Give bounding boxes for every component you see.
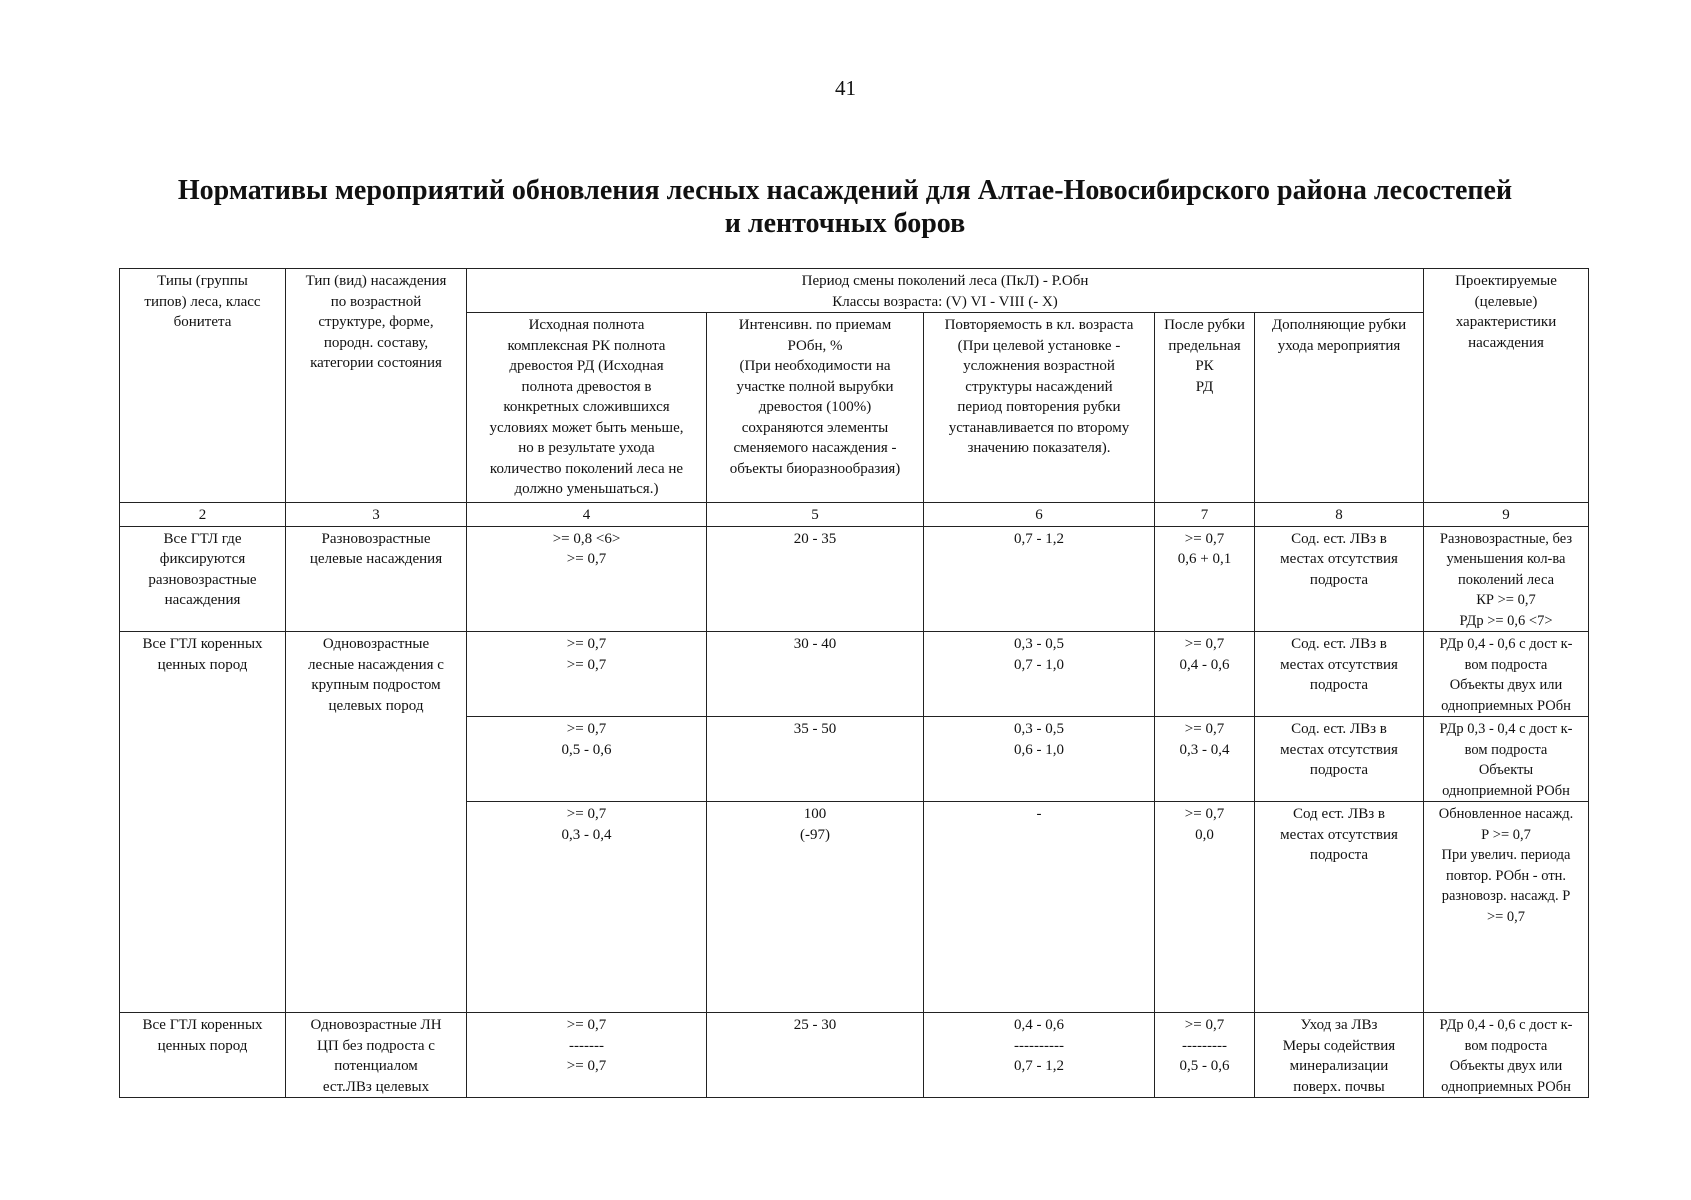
cell-repeatability xyxy=(924,526,1155,632)
cell-line: вом подроста xyxy=(1464,1037,1548,1054)
cell-line: ест.ЛВз целевых xyxy=(322,1078,430,1095)
column-number: 7 xyxy=(1155,503,1255,527)
cell-line: РОбн, % xyxy=(787,337,843,354)
cell-line: >= 0,7 xyxy=(566,1058,607,1074)
cell-line: породн. составу, xyxy=(323,334,429,351)
cell-line: 0,6 + 0,1 xyxy=(1177,551,1232,567)
cell-line: Все ГТЛ коренных xyxy=(142,1017,263,1033)
cell-line: ценных пород xyxy=(157,1037,248,1054)
cell-line: местах отсутствия xyxy=(1280,741,1398,758)
cell-line: должно уменьшаться.) xyxy=(514,481,659,497)
cell-line: >= 0,7 xyxy=(566,656,607,673)
cell-line: Тип (вид) насаждения xyxy=(305,273,447,289)
cell-line: КР >= 0,7 xyxy=(1476,592,1536,608)
cell-line: После рубки xyxy=(1164,317,1245,333)
cell-line: бонитета xyxy=(173,314,232,330)
cell-additional-measures xyxy=(1255,802,1424,1013)
cell-line: Дополняющие рубки xyxy=(1271,317,1407,333)
cell-line: >= 0,7 xyxy=(566,721,607,737)
cell-line: подроста xyxy=(1309,762,1369,778)
cell-after-felling xyxy=(1155,526,1255,632)
cell-line: 0,7 - 1,2 xyxy=(1014,530,1064,547)
cell-line: Объекты двух или xyxy=(1449,677,1563,693)
cell-line: насаждения xyxy=(1468,334,1544,351)
column-number: 6 xyxy=(924,503,1155,527)
cell-line: >= 0,7 xyxy=(1184,1017,1225,1033)
cell-line: сохраняются элементы xyxy=(741,419,889,436)
cell-line: 0,5 - 0,6 xyxy=(561,741,612,758)
cell-line: участке полной вырубки xyxy=(736,378,894,395)
cell-line: древостоя РД (Исходная xyxy=(509,358,664,374)
cell-line: >= 0,7 xyxy=(566,806,607,822)
cell-line: Интенсивн. по приемам xyxy=(738,317,892,333)
cell-line: местах отсутствия xyxy=(1280,551,1398,567)
cell-line: усложнения возрастной xyxy=(963,358,1115,374)
header-forest-type xyxy=(120,269,286,503)
cell-line: уменьшения кол-ва xyxy=(1446,551,1566,567)
cell-line: 0,4 - 0,6 xyxy=(1014,1017,1064,1033)
column-number: 4 xyxy=(467,503,707,527)
cell-line: Одновозрастные ЛН xyxy=(310,1017,442,1033)
cell-line: местах отсутствия xyxy=(1280,656,1398,673)
norms-table xyxy=(119,268,1589,1098)
document-title xyxy=(120,174,1570,240)
cell-line: насаждения xyxy=(164,592,241,608)
cell-line: подроста xyxy=(1309,677,1369,693)
cell-line: объекты биоразнообразия) xyxy=(729,460,901,477)
cell-repeatability xyxy=(924,632,1155,717)
cell-line: ЦП без подроста с xyxy=(317,1037,435,1054)
cell-line: - xyxy=(1036,806,1042,822)
cell-line: потенциалом xyxy=(334,1058,418,1074)
cell-line: предельная xyxy=(1168,337,1241,354)
cell-repeatability xyxy=(924,717,1155,802)
cell-line: 0,3 - 0,4 xyxy=(561,826,612,843)
page-number: 41 xyxy=(835,76,856,100)
column-number: 2 xyxy=(120,503,286,527)
cell-line: 0,4 - 0,6 xyxy=(1179,656,1230,673)
cell-line: 100 xyxy=(803,806,827,822)
cell-line: разновозрастные xyxy=(148,571,257,588)
cell-line: подроста xyxy=(1309,847,1369,863)
cell-additional-measures xyxy=(1255,632,1424,717)
cell-line: 25 - 30 xyxy=(793,1017,837,1033)
cell-line: древостоя (100%) xyxy=(758,399,872,415)
cell-line: Обновленное насажд. xyxy=(1438,806,1574,822)
cell-line: разновозр. насажд. Р xyxy=(1441,888,1571,904)
cell-line: повтор. РОбн - отн. xyxy=(1445,867,1567,884)
cell-line: одноприемной РОбн xyxy=(1442,782,1570,799)
header-repeatability xyxy=(924,313,1155,503)
cell-line: РДр 0,4 - 0,6 с дост к- xyxy=(1439,636,1573,652)
cell-target-characteristics xyxy=(1424,526,1589,632)
cell-intensity xyxy=(707,632,924,717)
cell-repeatability xyxy=(924,802,1155,1013)
cell-initial-density xyxy=(467,526,707,632)
cell-line: Объекты двух или xyxy=(1449,1058,1563,1074)
cell-line: >= 0,7 xyxy=(566,551,607,567)
cell-line: комплексная РК полнота xyxy=(507,337,666,354)
cell-line: но в результате ухода xyxy=(518,440,655,456)
cell-line: >= 0,8 <6> xyxy=(552,530,621,547)
header-stand-type xyxy=(286,269,467,503)
cell-line: поверх. почвы xyxy=(1293,1078,1385,1095)
cell-line: Меры содействия xyxy=(1282,1037,1396,1054)
cell-line: 0,3 - 0,5 xyxy=(1014,636,1064,652)
cell-after-felling xyxy=(1155,717,1255,802)
cell-line: 0,3 - 0,5 xyxy=(1014,721,1064,737)
table-row xyxy=(120,526,1589,632)
cell-initial-density xyxy=(467,632,707,717)
column-number: 9 xyxy=(1424,503,1589,527)
column-number: 5 xyxy=(707,503,924,527)
cell-line: >= 0,7 xyxy=(1486,908,1526,925)
cell-line: 0,3 - 0,4 xyxy=(1179,741,1230,758)
cell-line: (При необходимости на xyxy=(739,358,891,374)
cell-line: конкретных сложившихся xyxy=(503,399,670,415)
cell-line: 30 - 40 xyxy=(793,636,837,652)
cell-line: Разновозрастные xyxy=(321,530,431,547)
cell-line: ухода мероприятия xyxy=(1277,337,1401,354)
cell-line: >= 0,7 xyxy=(1184,530,1225,547)
column-number: 3 xyxy=(286,503,467,527)
cell-line: поколений леса xyxy=(1457,571,1555,588)
column-numbers-row xyxy=(120,503,1589,527)
cell-line: целевых пород xyxy=(328,697,424,714)
cell-intensity xyxy=(707,717,924,802)
cell-line: период повторения рубки xyxy=(957,399,1121,415)
cell-after-felling xyxy=(1155,1013,1255,1098)
cell-line: 0,6 - 1,0 xyxy=(1014,741,1064,758)
column-number: 8 xyxy=(1255,503,1424,527)
cell-line: устанавливается по второму xyxy=(948,419,1130,436)
cell-line: 0,7 - 1,2 xyxy=(1014,1058,1064,1074)
header-intensity xyxy=(707,313,924,503)
cell-line: минерализации xyxy=(1289,1058,1389,1074)
cell-line: (При целевой установке - xyxy=(957,337,1121,354)
table-row xyxy=(120,1013,1589,1098)
cell-target-characteristics xyxy=(1424,802,1589,1013)
title-line-1: Нормативы мероприятий обновления лесных насаждений для Алтае-Новосибирского района лесостепей xyxy=(177,175,1513,206)
header-target-characteristics xyxy=(1424,269,1589,503)
cell-line: РД xyxy=(1195,378,1214,395)
cell-line: структуры насаждений xyxy=(965,378,1113,395)
cell-line: РДр 0,4 - 0,6 с дост к- xyxy=(1439,1017,1573,1033)
cell-line: Сод. ест. ЛВз в xyxy=(1291,636,1387,652)
cell-line: Период смены поколений леса (ПкЛ) - Р.Обн xyxy=(801,273,1089,289)
cell-line: ценных пород xyxy=(157,656,248,673)
cell-initial-density xyxy=(467,717,707,802)
cell-line: >= 0,7 xyxy=(566,636,607,652)
cell-intensity xyxy=(707,526,924,632)
header-period xyxy=(467,269,1424,313)
cell-line: ------- xyxy=(569,1037,604,1054)
cell-stand-type xyxy=(286,632,467,1013)
cell-target-characteristics xyxy=(1424,632,1589,717)
cell-line: крупным подростом xyxy=(311,677,441,693)
cell-line: РДр 0,3 - 0,4 с дост к- xyxy=(1439,721,1573,737)
cell-line: Все ГТЛ где xyxy=(163,530,242,547)
cell-line: местах отсутствия xyxy=(1280,826,1398,843)
cell-line: --------- xyxy=(1182,1037,1227,1054)
cell-forest-type xyxy=(120,632,286,1013)
cell-line: полнота древостоя в xyxy=(521,378,652,395)
cell-additional-measures xyxy=(1255,1013,1424,1098)
cell-line: (целевые) xyxy=(1474,293,1538,310)
title-line-2: и ленточных боров xyxy=(724,208,966,239)
cell-line: сменяемого насаждения - xyxy=(733,440,897,456)
cell-line: условиях может быть меньше, xyxy=(489,419,684,436)
cell-line: Сод. ест. ЛВз в xyxy=(1291,530,1387,547)
cell-line: Классы возраста: (V) VI - VIII (- X) xyxy=(832,293,1058,310)
header-additional-measures xyxy=(1255,313,1424,503)
cell-intensity xyxy=(707,802,924,1013)
cell-line: фиксируются xyxy=(159,551,246,567)
cell-line: количество поколений леса не xyxy=(489,460,684,477)
cell-forest-type xyxy=(120,526,286,632)
cell-line: по возрастной xyxy=(330,293,422,310)
cell-line: вом подроста xyxy=(1464,741,1548,758)
cell-line: 0,7 - 1,0 xyxy=(1014,656,1064,673)
cell-stand-type xyxy=(286,526,467,632)
cell-after-felling xyxy=(1155,802,1255,1013)
cell-line: вом подроста xyxy=(1464,656,1548,673)
cell-target-characteristics xyxy=(1424,1013,1589,1098)
cell-repeatability xyxy=(924,1013,1155,1098)
cell-line: (-97) xyxy=(800,826,830,843)
cell-line: >= 0,7 xyxy=(566,1017,607,1033)
cell-line: 0,5 - 0,6 xyxy=(1179,1058,1230,1074)
cell-line: Объекты xyxy=(1478,762,1534,778)
cell-line: Повторяемость в кл. возраста xyxy=(944,317,1134,333)
cell-target-characteristics xyxy=(1424,717,1589,802)
header-after-felling xyxy=(1155,313,1255,503)
cell-line: Типы (группы xyxy=(157,273,248,289)
cell-line: РК xyxy=(1195,358,1214,374)
cell-line: >= 0,7 xyxy=(1184,806,1225,822)
header-initial-density xyxy=(467,313,707,503)
cell-line: категории состояния xyxy=(310,355,442,371)
cell-line: 0,0 xyxy=(1195,826,1214,843)
cell-forest-type xyxy=(120,1013,286,1098)
table-row xyxy=(120,632,1589,717)
cell-line: >= 0,7 xyxy=(1184,636,1225,652)
cell-line: структуре, форме, xyxy=(318,314,434,330)
cell-line: >= 0,7 xyxy=(1184,721,1225,737)
cell-line: Все ГТЛ коренных xyxy=(142,636,263,652)
cell-line: лесные насаждения с xyxy=(308,656,444,673)
cell-line: ---------- xyxy=(1014,1037,1064,1054)
cell-line: Сод ест. ЛВз в xyxy=(1292,806,1385,822)
cell-line: Разновозрастные, без xyxy=(1439,530,1573,547)
cell-stand-type xyxy=(286,1013,467,1098)
cell-line: значению показателя). xyxy=(967,440,1111,456)
cell-line: Одновозрастные xyxy=(322,636,430,652)
cell-line: одноприемных РОбн xyxy=(1441,1078,1571,1095)
cell-line: целевые насаждения xyxy=(309,551,443,567)
cell-line: Сод. ест. ЛВз в xyxy=(1291,721,1387,737)
cell-line: одноприемных РОбн xyxy=(1441,697,1571,714)
cell-line: РДр >= 0,6 <7> xyxy=(1459,612,1553,629)
cell-initial-density xyxy=(467,802,707,1013)
cell-line: Проектируемые xyxy=(1455,273,1557,289)
cell-line: При увелич. периода xyxy=(1441,847,1571,863)
cell-additional-measures xyxy=(1255,526,1424,632)
cell-line: характеристики xyxy=(1455,314,1557,330)
cell-line: Исходная полнота xyxy=(528,317,645,333)
cell-line: Уход за ЛВз xyxy=(1300,1017,1378,1033)
cell-line: 20 - 35 xyxy=(793,530,837,547)
cell-intensity xyxy=(707,1013,924,1098)
cell-line: 35 - 50 xyxy=(793,721,837,737)
cell-line: подроста xyxy=(1309,571,1369,588)
cell-line: Р >= 0,7 xyxy=(1481,826,1531,843)
cell-after-felling xyxy=(1155,632,1255,717)
cell-line: типов) леса, класс xyxy=(144,293,261,310)
cell-initial-density xyxy=(467,1013,707,1098)
cell-additional-measures xyxy=(1255,717,1424,802)
